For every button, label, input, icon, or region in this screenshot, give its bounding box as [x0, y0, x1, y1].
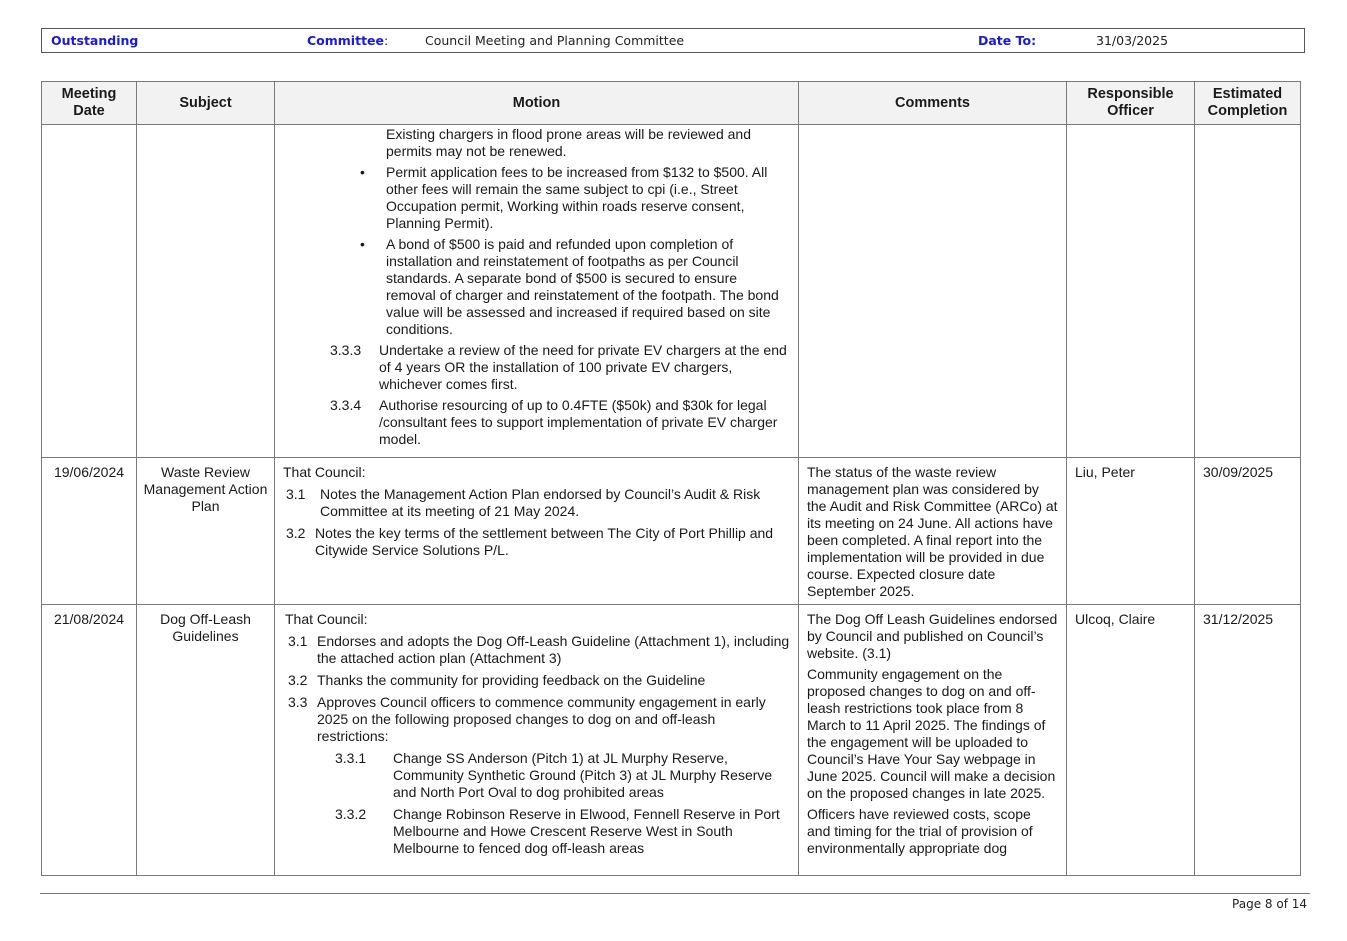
report-header-box: [41, 28, 1305, 53]
motion-cell: [275, 125, 799, 458]
estimated-completion-cell: 31/12/2025: [1195, 605, 1301, 876]
bullet-text: Permit application fees to be increased from $132 to $500. All other fees will remain the same subject to cpi (i.e., Street Occupation permit, Working within roads reserve consent, Planning Permit).: [386, 164, 768, 231]
motion-bullet: [283, 236, 790, 338]
item-number: 3.2: [286, 525, 306, 541]
comment-paragraph: Officers have reviewed costs, scope and timing for the trial of provision of environmentally appropriate dog: [807, 806, 1033, 856]
responsible-officer-cell: Ulcoq, Claire: [1067, 605, 1195, 876]
motion-cell: [275, 458, 799, 605]
item-text: Change SS Anderson (Pitch 1) at JL Murphy Reserve, Community Synthetic Ground (Pitch 3) at JL Murphy Reserve and North Port Oval to dog prohibited areas: [393, 750, 773, 800]
meeting-date-cell: 19/06/2024: [42, 458, 137, 605]
item-text: Thanks the community for providing feedback on the Guideline: [317, 672, 706, 688]
table-row: [42, 125, 1301, 458]
subject-cell: Waste Review Management Action Plan: [137, 458, 275, 605]
responsible-officer-cell: [1067, 125, 1195, 458]
item-number: 3.3.2: [335, 806, 367, 822]
page-number: Page 8 of 14: [1232, 897, 1307, 911]
item-text: Undertake a review of the need for private EV chargers at the end of 4 years OR the installation of 100 private EV chargers, whichever comes first.: [379, 342, 787, 392]
item-number: 3.3: [288, 694, 308, 710]
column-header-responsible-officer: Responsible Officer: [1067, 82, 1195, 125]
date-to-value: 31/03/2025: [1096, 33, 1169, 48]
responsible-officer-cell: Liu, Peter: [1067, 458, 1195, 605]
comments-cell: [799, 125, 1067, 458]
motion-item: [283, 342, 790, 393]
motion-item: [283, 525, 790, 559]
comment-paragraph: The status of the waste review management plan was considered by the Audit and Risk Committee (ARCo) at its meeting on 24 June. All actions have been completed. A final report into the implementation will be provided in due course. Expected closure date September 2025.: [807, 464, 1058, 599]
comment-paragraph: The Dog Off Leash Guidelines endorsed by Council and published on Council’s website. (3.1): [807, 611, 1058, 661]
bullet-icon: •: [360, 164, 365, 180]
item-number: 3.2: [288, 672, 308, 688]
item-text: Authorise resourcing of up to 0.4FTE ($50k) and $30k for legal /consultant fees to support implementation of private EV charger model.: [379, 397, 778, 447]
item-text: Change Robinson Reserve in Elwood, Fennell Reserve in Port Melbourne and Howe Crescent Reserve West in South Melbourne to fenced dog off-leash areas: [393, 806, 780, 856]
motion-item: [283, 397, 790, 448]
estimated-completion-cell: [1195, 125, 1301, 458]
item-text: Notes the key terms of the settlement between The City of Port Phillip and Citywide Service Solutions P/L.: [315, 525, 774, 558]
table-row: [42, 605, 1301, 876]
motion-cell: [275, 605, 799, 876]
comments-cell: [799, 605, 1067, 876]
bullet-text: A bond of $500 is paid and refunded upon completion of installation and reinstatement of footpaths as per Council standards. A separate bond of $500 is secured to ensure removal of charger and reinstatement of the footpath. The bond value will be assessed and increased if required based on site conditions.: [386, 236, 779, 337]
table-header-row: [42, 82, 1301, 125]
motion-item: [283, 486, 790, 520]
subject-cell: [137, 125, 275, 458]
table-row: [42, 458, 1301, 605]
motion-intro: That Council:: [285, 611, 368, 627]
motion-item: [285, 633, 790, 667]
item-number: 3.1: [286, 486, 306, 502]
motion-subitem: [285, 806, 790, 857]
item-number: 3.3.4: [330, 397, 362, 413]
column-header-meeting-date: Meeting Date: [42, 82, 137, 125]
date-to-label: Date To:: [978, 33, 1037, 48]
item-text: Approves Council officers to commence community engagement in early 2025 on the following proposed changes to dog on and off-leash restrictions:: [317, 694, 766, 744]
status-label: Outstanding: [51, 33, 139, 48]
footer-divider: [40, 893, 1310, 894]
column-header-motion: Motion: [275, 82, 799, 125]
committee-label: Committee: [307, 33, 385, 48]
motion-intro: That Council:: [283, 464, 366, 480]
subject-cell: Dog Off-Leash Guidelines: [137, 605, 275, 876]
comment-paragraph: Community engagement on the proposed changes to dog on and off-leash restrictions took place from 8 March to 11 April 2025. The findings of the engagement will be uploaded to Council’s Have Your Say webpage in June 2025. Council will make a decision on the proposed changes in late 2025.: [807, 666, 1056, 801]
column-header-subject: Subject: [137, 82, 275, 125]
meeting-date-cell: 21/08/2024: [42, 605, 137, 876]
item-number: 3.3.1: [335, 750, 367, 766]
column-header-comments: Comments: [799, 82, 1067, 125]
motion-item: [285, 694, 790, 745]
committee-value: Council Meeting and Planning Committee: [425, 33, 685, 48]
column-header-estimated-completion: Estimated Completion: [1195, 82, 1301, 125]
item-text: Endorses and adopts the Dog Off-Leash Guideline (Attachment 1), including the attached action plan (Attachment 3): [317, 633, 790, 666]
motion-bullet: [283, 164, 790, 232]
bullet-icon: •: [360, 236, 365, 252]
motion-subitem: [285, 750, 790, 801]
committee-colon: :: [384, 33, 389, 48]
meeting-date-cell: [42, 125, 137, 458]
estimated-completion-cell: 30/09/2025: [1195, 458, 1301, 605]
motion-continuation-text: Existing chargers in flood prone areas will be reviewed and permits may not be renewed.: [386, 126, 751, 159]
comments-cell: [799, 458, 1067, 605]
item-number: 3.1: [288, 633, 308, 649]
outstanding-actions-table: [41, 81, 1301, 876]
motion-item: [285, 672, 790, 689]
item-text: Notes the Management Action Plan endorsed by Council’s Audit & Risk Committee at its meeting of 21 May 2024.: [320, 486, 761, 519]
committee-label-wrap: [307, 33, 388, 48]
item-number: 3.3.3: [330, 342, 362, 358]
